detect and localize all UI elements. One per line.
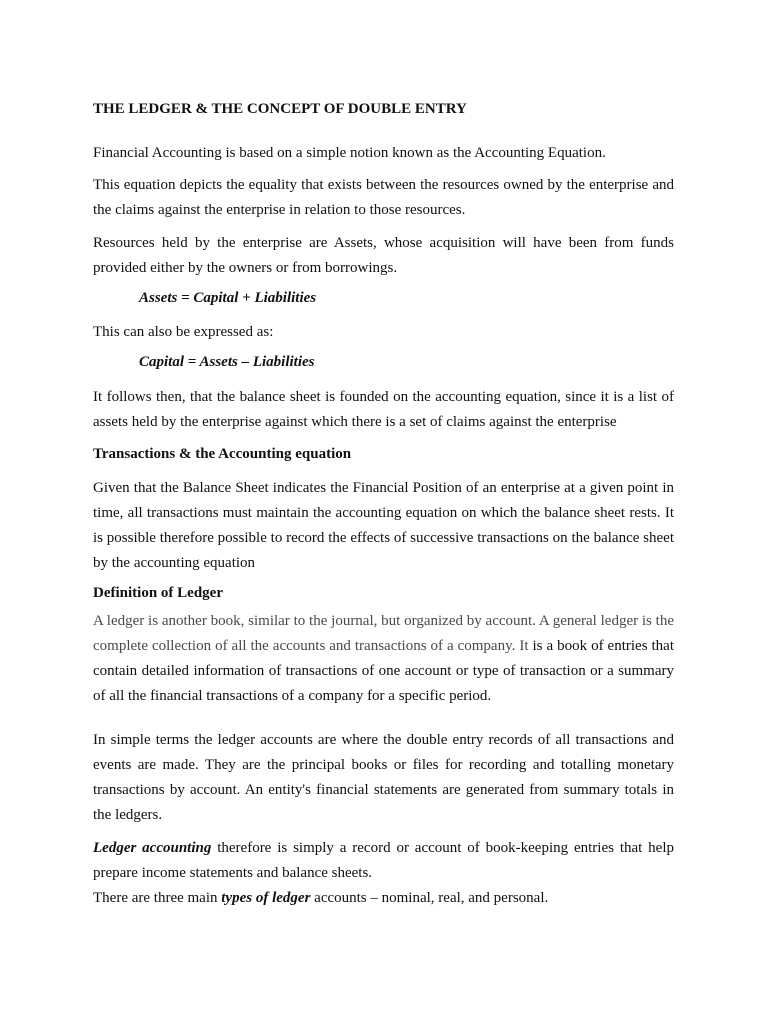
ledger-accounting-rest: therefore is simply a record or account of book-keeping entries that help prepare income statements and balance sheets. bbox=[93, 840, 675, 881]
document-title: THE LEDGER & THE CONCEPT OF DOUBLE ENTRY bbox=[93, 101, 467, 117]
paragraph-equation-description: This equation depicts the equality that exists between the resources owned by the enterprise and the claims against the enterprise in relation to those resources. bbox=[93, 177, 674, 218]
heading-definition-of-ledger: Definition of Ledger bbox=[93, 585, 223, 601]
paragraph-ledger-simple-terms: In simple terms the ledger accounts are where the double entry records of all transactions and events are made. They are the principal books or files for recording and totalling monetary transactions by account. An entity's financial statements are generated from summary totals in the ledgers. bbox=[93, 732, 674, 823]
paragraph-expressed-as: This can also be expressed as: bbox=[93, 324, 274, 340]
paragraph-accounting-equation-intro: Financial Accounting is based on a simple notion known as the Accounting Equation. bbox=[93, 145, 606, 161]
ledger-definition-rest: is a book of entries that contain detailed information of transactions of one account or type of transaction or a summary of all the financial transactions of a company for a specific period. bbox=[93, 638, 674, 704]
equation-assets: Assets = Capital + Liabilities bbox=[139, 290, 317, 306]
paragraph-types-of-ledger bbox=[93, 886, 674, 911]
equation-capital: Capital = Assets – Liabilities bbox=[139, 354, 315, 370]
term-types-of-ledger: types of ledger bbox=[221, 890, 311, 906]
paragraph-resources-assets: Resources held by the enterprise are Assets, whose acquisition will have been from funds provided either by the owners or from borrowings. bbox=[93, 235, 674, 276]
paragraph-balance-sheet: It follows then, that the balance sheet is founded on the accounting equation, since it is a list of assets held by the enterprise against which there is a set of claims against the enterprise bbox=[93, 389, 674, 430]
paragraph-financial-position: Given that the Balance Sheet indicates the Financial Position of an enterprise at a given point in time, all transactions must maintain the accounting equation on which the balance sheet rests. It is possible therefore possible to record the effects of successive transactions on the balance sheet by the accounting equation bbox=[93, 480, 674, 571]
types-of-ledger-start: There are three main bbox=[93, 890, 222, 906]
ledger-definition-quote: A ledger is another book, similar to the journal, but organized by account. A general ledger is the complete collection of all the accounts and transactions of a company. It bbox=[93, 613, 674, 654]
term-ledger-accounting: Ledger accounting bbox=[93, 840, 212, 856]
types-of-ledger-end: accounts – nominal, real, and personal. bbox=[310, 890, 549, 906]
heading-transactions: Transactions & the Accounting equation bbox=[93, 446, 352, 462]
paragraph-ledger-accounting bbox=[93, 836, 674, 886]
paragraph-ledger-definition bbox=[93, 609, 674, 709]
